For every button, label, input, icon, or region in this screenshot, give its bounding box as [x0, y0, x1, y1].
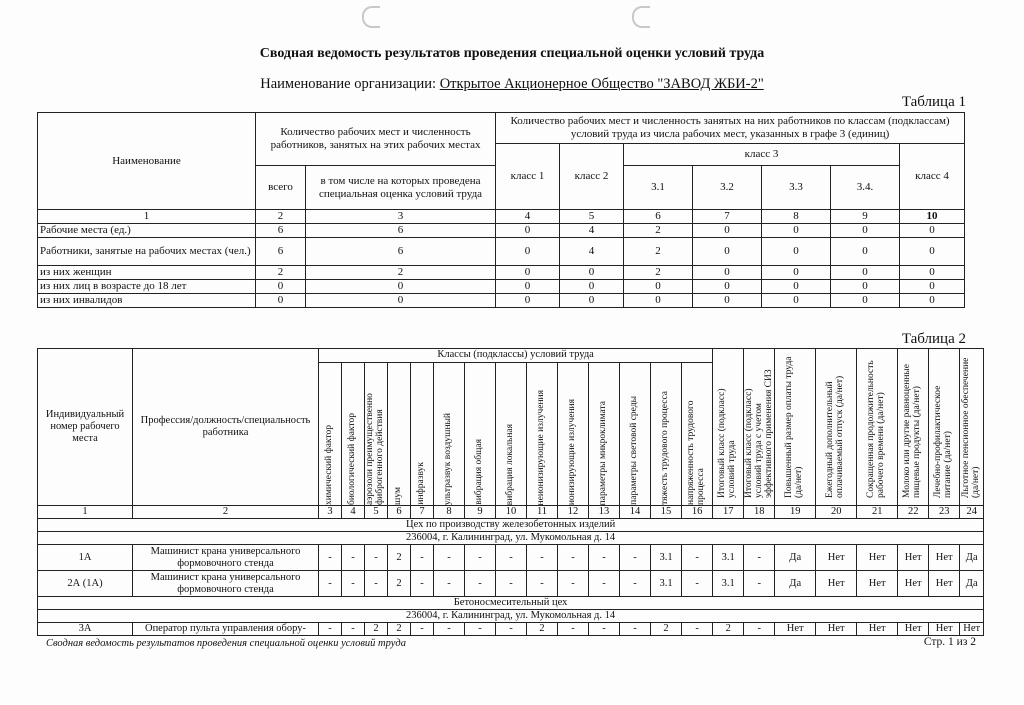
cell-value: - [682, 545, 713, 571]
header-factor-label: вибрация локальная [505, 423, 516, 505]
cell-value: - [365, 545, 388, 571]
header-class4: класс 4 [900, 144, 965, 210]
cell-value: - [465, 571, 496, 597]
cell-value: 0 [496, 279, 560, 293]
summary-row [38, 293, 965, 307]
header-factor-col [319, 363, 342, 506]
header-factor-col [465, 363, 496, 506]
cell-value: - [342, 623, 365, 636]
header-factor-label: биологический фактор [347, 412, 358, 505]
cell-value: 4 [560, 237, 624, 265]
header-result-col [744, 349, 775, 506]
cell-value: 0 [831, 279, 900, 293]
header-total: всего [256, 166, 306, 210]
row-label: из них инвалидов [38, 293, 256, 307]
cell-value: Да [775, 545, 816, 571]
cell-value: 2 [388, 623, 411, 636]
column-number: 17 [713, 506, 744, 519]
header-factor-label: неионизирующие излучения [536, 389, 547, 505]
column-number: 11 [527, 506, 558, 519]
cell-value: 0 [693, 279, 762, 293]
header-class-3-3: 3.3 [762, 166, 831, 210]
cell-value: 2 [651, 623, 682, 636]
column-number: 2 [256, 210, 306, 224]
cell-value: 0 [831, 293, 900, 307]
column-number-row [38, 210, 965, 224]
cell-value: Да [960, 571, 984, 597]
cell-value: - [744, 571, 775, 597]
summary-table [37, 112, 965, 308]
column-number: 1 [38, 210, 256, 224]
cell-value: Нет [898, 571, 929, 597]
cell-value: - [527, 571, 558, 597]
cell-value: - [342, 545, 365, 571]
table2-label: Таблица 2 [901, 331, 966, 347]
cell-value: - [319, 545, 342, 571]
header-factor-label: тяжесть трудового процесса [660, 391, 671, 505]
header-factor-label: параметры световой среды [629, 396, 640, 505]
column-number: 18 [744, 506, 775, 519]
cell-value: 3.1 [651, 545, 682, 571]
header-result-label: Повышенный размер оплаты труда (да/нет) [784, 356, 805, 498]
cell-value: - [620, 571, 651, 597]
section-title: Цех по производству железобетонных изделий [38, 519, 984, 532]
header-result-label: Ежегодный дополнительный оплачиваемый отпуск (да/нет) [825, 375, 846, 498]
cell-value: Нет [898, 545, 929, 571]
cell-value: Да [775, 571, 816, 597]
cell-value: Нет [857, 545, 898, 571]
page-number: Стр. 1 из 2 [923, 636, 976, 648]
column-number: 5 [560, 210, 624, 224]
header-classes: Количество рабочих мест и численность занятых на них работников по классам (подклассам) условий труда из числа рабочих мест, указанных в графе 3 (единиц) [496, 113, 965, 144]
cell-value: Нет [816, 571, 857, 597]
column-number: 10 [496, 506, 527, 519]
summary-row [38, 265, 965, 279]
workplace-id: 1А [38, 545, 133, 571]
column-number: 23 [929, 506, 960, 519]
cell-value: - [411, 545, 434, 571]
workplace-id: 3А [38, 623, 133, 636]
column-number: 8 [762, 210, 831, 224]
cell-value: - [434, 571, 465, 597]
summary-row [38, 223, 965, 237]
cell-value: 0 [306, 279, 496, 293]
header-result-col [713, 349, 744, 506]
header-factor-label: химический фактор [324, 425, 335, 505]
document-title: Сводная ведомость результатов проведения специальной оценки условий труда [259, 46, 765, 61]
cell-value: 0 [306, 293, 496, 307]
section-title-row [38, 519, 984, 532]
section-address-row [38, 610, 984, 623]
cell-value: 0 [762, 223, 831, 237]
cell-value: 0 [831, 223, 900, 237]
column-number: 16 [682, 506, 713, 519]
column-number: 2 [133, 506, 319, 519]
cell-value: 2 [527, 623, 558, 636]
cell-value: - [319, 571, 342, 597]
cell-value: 2 [624, 223, 693, 237]
column-number: 4 [342, 506, 365, 519]
header-class1: класс 1 [496, 144, 560, 210]
cell-value: 0 [624, 279, 693, 293]
organization-name: Открытое Акционерное Общество "ЗАВОД ЖБИ-2" [439, 76, 764, 92]
cell-value: 0 [693, 293, 762, 307]
header-factor-col [388, 363, 411, 506]
cell-value: - [496, 545, 527, 571]
column-number: 4 [496, 210, 560, 224]
punch-hole-mark [632, 6, 650, 28]
header-class-3-1: 3.1 [624, 166, 693, 210]
header-result-col [857, 349, 898, 506]
header-name: Наименование [38, 113, 256, 210]
cell-value: - [496, 571, 527, 597]
cell-value: - [558, 571, 589, 597]
header-factor-col [589, 363, 620, 506]
header-factor-col [682, 363, 713, 506]
organization-label: Наименование организации: [260, 76, 437, 92]
cell-value: 2 [624, 265, 693, 279]
section-title-row [38, 597, 984, 610]
header-factor-label: напряженность трудового процесса [686, 400, 707, 505]
cell-value: - [682, 571, 713, 597]
cell-value: Нет [929, 623, 960, 636]
column-number: 12 [558, 506, 589, 519]
header-result-label: Лечебно-профилактическое питание (да/нет) [933, 385, 954, 498]
header-factor-col [527, 363, 558, 506]
cell-value: 6 [306, 223, 496, 237]
cell-value: 0 [762, 293, 831, 307]
cell-value: Нет [857, 571, 898, 597]
header-class3: класс 3 [624, 144, 900, 166]
cell-value: 2 [306, 265, 496, 279]
workplace-rows [38, 519, 984, 636]
header-factor-col [342, 363, 365, 506]
profession: Оператор пульта управления обору- [133, 623, 319, 636]
cell-value: 0 [496, 223, 560, 237]
workplace-table [37, 348, 984, 636]
table1-label: Таблица 1 [901, 94, 966, 110]
cell-value: 3.1 [713, 571, 744, 597]
cell-value: 0 [831, 237, 900, 265]
cell-value: 0 [900, 265, 965, 279]
header-class-3-2: 3.2 [693, 166, 762, 210]
cell-value: Нет [775, 623, 816, 636]
column-number: 15 [651, 506, 682, 519]
cell-value: - [558, 545, 589, 571]
cell-value: 0 [831, 265, 900, 279]
column-number: 9 [465, 506, 496, 519]
cell-value: 0 [256, 279, 306, 293]
cell-value: - [465, 623, 496, 636]
cell-value: 0 [624, 293, 693, 307]
header-factor-col [411, 363, 434, 506]
cell-value: - [682, 623, 713, 636]
workplace-id: 2А (1А) [38, 571, 133, 597]
header-condition-classes: Классы (подклассы) условий труда [319, 349, 713, 363]
header-factor-col [558, 363, 589, 506]
cell-value: - [411, 571, 434, 597]
cell-value: Нет [960, 623, 984, 636]
cell-value: 0 [900, 223, 965, 237]
profession: Машинист крана универсального формовочного стенда [133, 571, 319, 597]
row-label: Работники, занятые на рабочих местах (чел.) [38, 237, 256, 265]
cell-value: Нет [929, 545, 960, 571]
cell-value: Да [960, 545, 984, 571]
cell-value: 0 [560, 279, 624, 293]
header-result-col [898, 349, 929, 506]
header-factor-label: вибрация общая [474, 439, 485, 505]
cell-value: - [558, 623, 589, 636]
column-number: 10 [900, 210, 965, 224]
header-result-label: Сокращенная продолжительность рабочего времени (да/нет) [866, 360, 887, 498]
cell-value: 0 [496, 237, 560, 265]
cell-value: 0 [693, 237, 762, 265]
header-result-label: Молоко или другие равноценные пищевые продукты (да/нет) [902, 363, 923, 498]
row-label: из них лиц в возрасте до 18 лет [38, 279, 256, 293]
header-factor-col [365, 363, 388, 506]
cell-value: 0 [560, 265, 624, 279]
cell-value: 6 [256, 237, 306, 265]
cell-value: - [744, 623, 775, 636]
section-address: 236004, г. Калининград, ул. Мукомольная д. 14 [38, 610, 984, 623]
cell-value: 2 [256, 265, 306, 279]
summary-row [38, 237, 965, 265]
header-workplace-count: Количество рабочих мест и численность работников, занятых на этих рабочих местах [256, 113, 496, 166]
header-class2: класс 2 [560, 144, 624, 210]
cell-value: 0 [762, 237, 831, 265]
header-result-col [816, 349, 857, 506]
table-row [38, 545, 984, 571]
cell-value: 0 [693, 265, 762, 279]
cell-value: 4 [560, 223, 624, 237]
header-result-col [775, 349, 816, 506]
cell-value: - [319, 623, 342, 636]
cell-value: - [434, 623, 465, 636]
header-factor-col [651, 363, 682, 506]
summary-rows [38, 223, 965, 307]
cell-value: Нет [898, 623, 929, 636]
column-number: 14 [620, 506, 651, 519]
header-profession: Профессия/должность/специальность работника [133, 349, 319, 506]
column-number-row [38, 506, 984, 519]
row-label: из них женщин [38, 265, 256, 279]
header-assessed: в том числе на которых проведена специальная оценка условий труда [306, 166, 496, 210]
header-result-label: Итоговый класс (подкласс) условий труда [717, 388, 738, 498]
header-factor-label: аэрозоли преимущественно фиброгенного действия [365, 393, 385, 505]
column-number: 22 [898, 506, 929, 519]
organization-line [0, 76, 1024, 93]
header-result-label: Льготное пенсионное обеспечение (да/нет) [960, 357, 981, 498]
header-result-label: Итоговый класс (подкласс) условий труда с учетом эффективного применения СИЗ [744, 369, 775, 498]
summary-row [38, 279, 965, 293]
header-factor-label: параметры микроклимата [598, 400, 609, 505]
cell-value: Нет [816, 623, 857, 636]
cell-value: 0 [256, 293, 306, 307]
cell-value: - [411, 623, 434, 636]
header-factor-label: ультразвук воздушный [443, 412, 454, 505]
cell-value: 3.1 [713, 545, 744, 571]
column-number: 3 [306, 210, 496, 224]
cell-value: - [365, 571, 388, 597]
column-number: 3 [319, 506, 342, 519]
column-number: 5 [365, 506, 388, 519]
cell-value: - [527, 545, 558, 571]
section-address: 236004, г. Калининград, ул. Мукомольная д. 14 [38, 532, 984, 545]
header-result-col [960, 349, 984, 506]
cell-value: 0 [900, 279, 965, 293]
punch-hole-mark [362, 6, 380, 28]
cell-value: 0 [900, 237, 965, 265]
cell-value: - [620, 623, 651, 636]
header-result-col [929, 349, 960, 506]
column-number: 6 [388, 506, 411, 519]
header-factor-col [620, 363, 651, 506]
profession: Машинист крана универсального формовочного стенда [133, 545, 319, 571]
row-label: Рабочие места (ед.) [38, 223, 256, 237]
column-number: 19 [775, 506, 816, 519]
cell-value: 2 [388, 545, 411, 571]
cell-value: 3.1 [651, 571, 682, 597]
cell-value: 0 [900, 293, 965, 307]
cell-value: - [620, 545, 651, 571]
section-title: Бетоносмесительный цех [38, 597, 984, 610]
cell-value: Нет [816, 545, 857, 571]
header-class-3-4: 3.4. [831, 166, 900, 210]
cell-value: - [434, 545, 465, 571]
cell-value: 2 [624, 237, 693, 265]
cell-value: 2 [713, 623, 744, 636]
cell-value: - [496, 623, 527, 636]
footer-caption: Сводная ведомость результатов проведения специальной оценки условий труда [46, 638, 406, 649]
cell-value: 2 [365, 623, 388, 636]
header-factor-col [496, 363, 527, 506]
column-number: 20 [816, 506, 857, 519]
cell-value: - [589, 623, 620, 636]
column-number: 7 [693, 210, 762, 224]
cell-value: 6 [306, 237, 496, 265]
section-address-row [38, 532, 984, 545]
header-factor-label: инфразвук [416, 462, 427, 505]
cell-value: Нет [857, 623, 898, 636]
header-workplace-id: Индивидуальный номер рабочего места [38, 349, 133, 506]
cell-value: 0 [496, 265, 560, 279]
cell-value: - [465, 545, 496, 571]
header-factor-label: шум [393, 487, 404, 505]
column-number: 8 [434, 506, 465, 519]
column-number: 21 [857, 506, 898, 519]
cell-value: 0 [496, 293, 560, 307]
cell-value: 0 [762, 265, 831, 279]
cell-value: 2 [388, 571, 411, 597]
header-factor-label: ионизирующие излучения [567, 398, 578, 505]
column-number: 1 [38, 506, 133, 519]
column-number: 9 [831, 210, 900, 224]
cell-value: Нет [929, 571, 960, 597]
column-number: 7 [411, 506, 434, 519]
table-row [38, 571, 984, 597]
column-number: 13 [589, 506, 620, 519]
column-number: 24 [960, 506, 984, 519]
table-row [38, 623, 984, 636]
header-factor-col [434, 363, 465, 506]
cell-value: 0 [693, 223, 762, 237]
cell-value: - [589, 571, 620, 597]
cell-value: - [744, 545, 775, 571]
cell-value: 0 [560, 293, 624, 307]
cell-value: - [342, 571, 365, 597]
column-number: 6 [624, 210, 693, 224]
cell-value: 6 [256, 223, 306, 237]
cell-value: - [589, 545, 620, 571]
cell-value: 0 [762, 279, 831, 293]
